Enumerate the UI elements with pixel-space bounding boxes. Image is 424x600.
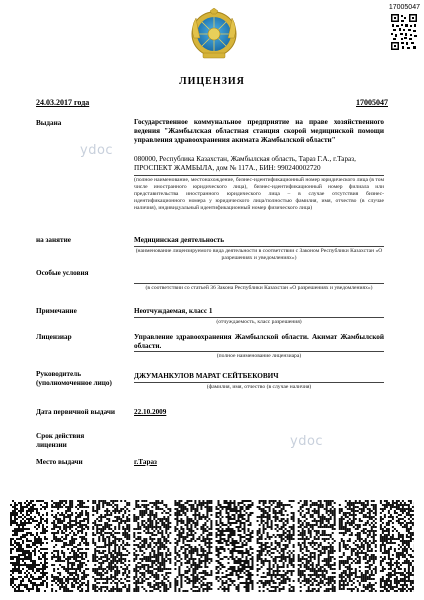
activity-value: Медицинская деятельность bbox=[134, 236, 225, 244]
note-value: Неотчуждаемая, класс 1 bbox=[134, 307, 213, 315]
divider bbox=[134, 351, 384, 352]
divider bbox=[134, 246, 384, 247]
barcode-block bbox=[174, 500, 212, 592]
issued-to-hint: (полное наименование, местонахождение, бизнес-идентификационный номер юридического лица (в том числе иностранного юридического лица), бизнес-идентификационный номер филиала или представительства иностранного юридического лица – в случае отсутствия бизнес-идентификационного номера у юридического лица/полностью фамилия, имя, отчество (в случае наличия), индивидуальный идентификационный номер физического лица) bbox=[134, 177, 384, 211]
special-conditions-label: Особые условия bbox=[36, 269, 89, 277]
licensor-label: Лицензиар bbox=[36, 333, 72, 341]
place-label: Место выдачи bbox=[36, 458, 83, 466]
issue-date: 24.03.2017 года bbox=[36, 98, 90, 107]
barcode-block bbox=[133, 500, 171, 592]
watermark: ydoc bbox=[290, 434, 324, 449]
divider bbox=[134, 382, 384, 383]
barcode-block bbox=[10, 500, 48, 592]
issued-to-label: Выдана bbox=[36, 119, 62, 127]
special-conditions-hint: (в соответствии со статьей 36 Закона Республики Казахстан «О разрешениях и уведомлениях») bbox=[145, 285, 373, 291]
barcode-block bbox=[339, 500, 377, 592]
divider bbox=[134, 175, 384, 176]
head-label: Руководитель bbox=[36, 370, 81, 378]
activity-label: на занятие bbox=[36, 236, 71, 244]
licensor-value: Управление здравоохранения Жамбылской области. Акимат Жамбылской области. bbox=[134, 333, 384, 350]
state-emblem-icon bbox=[188, 8, 240, 60]
activity-hint: (наименование лицензируемого вида деятельности в соответствии с Законом Республики Казахстан «О разрешениях и уведомлениях») bbox=[135, 248, 383, 261]
document-number-top: 17005047 bbox=[388, 4, 420, 11]
barcode-block bbox=[380, 500, 414, 592]
validity-label: Срок действия bbox=[36, 432, 85, 440]
issued-to-org: Государственное коммунальное предприятие на праве хозяйственного ведения "Жамбылская областная станция скорой медицинской помощи управления здравоохранения акимата Жамбылской области" bbox=[134, 118, 384, 144]
qr-code-icon bbox=[391, 14, 417, 50]
head-value: ДЖУМАНКУЛОВ МАРАТ СЕЙТБЕКОВИЧ bbox=[134, 372, 279, 380]
license-number: 17005047 bbox=[356, 98, 388, 107]
head-label-2: (уполномоченное лицо) bbox=[36, 379, 112, 387]
page-title: ЛИЦЕНЗИЯ bbox=[179, 76, 245, 87]
issued-to-address-2: ПРОСПЕКТ ЖАМБЫЛА, дом № 117А., БИН: 990240002720 bbox=[134, 164, 321, 172]
head-hint: (фамилия, имя, отчество (в случае наличия) bbox=[206, 384, 312, 390]
place-value: г.Тараз bbox=[134, 458, 157, 466]
watermark: ydoc bbox=[80, 143, 114, 158]
note-label: Примечание bbox=[36, 307, 77, 315]
first-issue-label: Дата первичной выдачи bbox=[36, 408, 116, 416]
divider bbox=[134, 317, 384, 318]
barcode-band bbox=[10, 500, 414, 592]
barcode-block bbox=[92, 500, 130, 592]
barcode-block bbox=[298, 500, 336, 592]
first-issue-value: 22.10.2009 bbox=[134, 408, 167, 416]
barcode-block bbox=[216, 500, 254, 592]
note-hint: (отчуждаемость, класс разрешения) bbox=[216, 319, 302, 325]
barcode-block bbox=[257, 500, 295, 592]
divider bbox=[134, 283, 384, 284]
barcode-block bbox=[51, 500, 89, 592]
validity-label-2: лицензии bbox=[36, 441, 67, 449]
issued-to-address-1: 080000, Республика Казахстан, Жамбылская область, Тараз Г.А., г.Тараз, bbox=[134, 155, 356, 163]
licensor-hint: (полное наименование лицензиара) bbox=[216, 353, 302, 359]
